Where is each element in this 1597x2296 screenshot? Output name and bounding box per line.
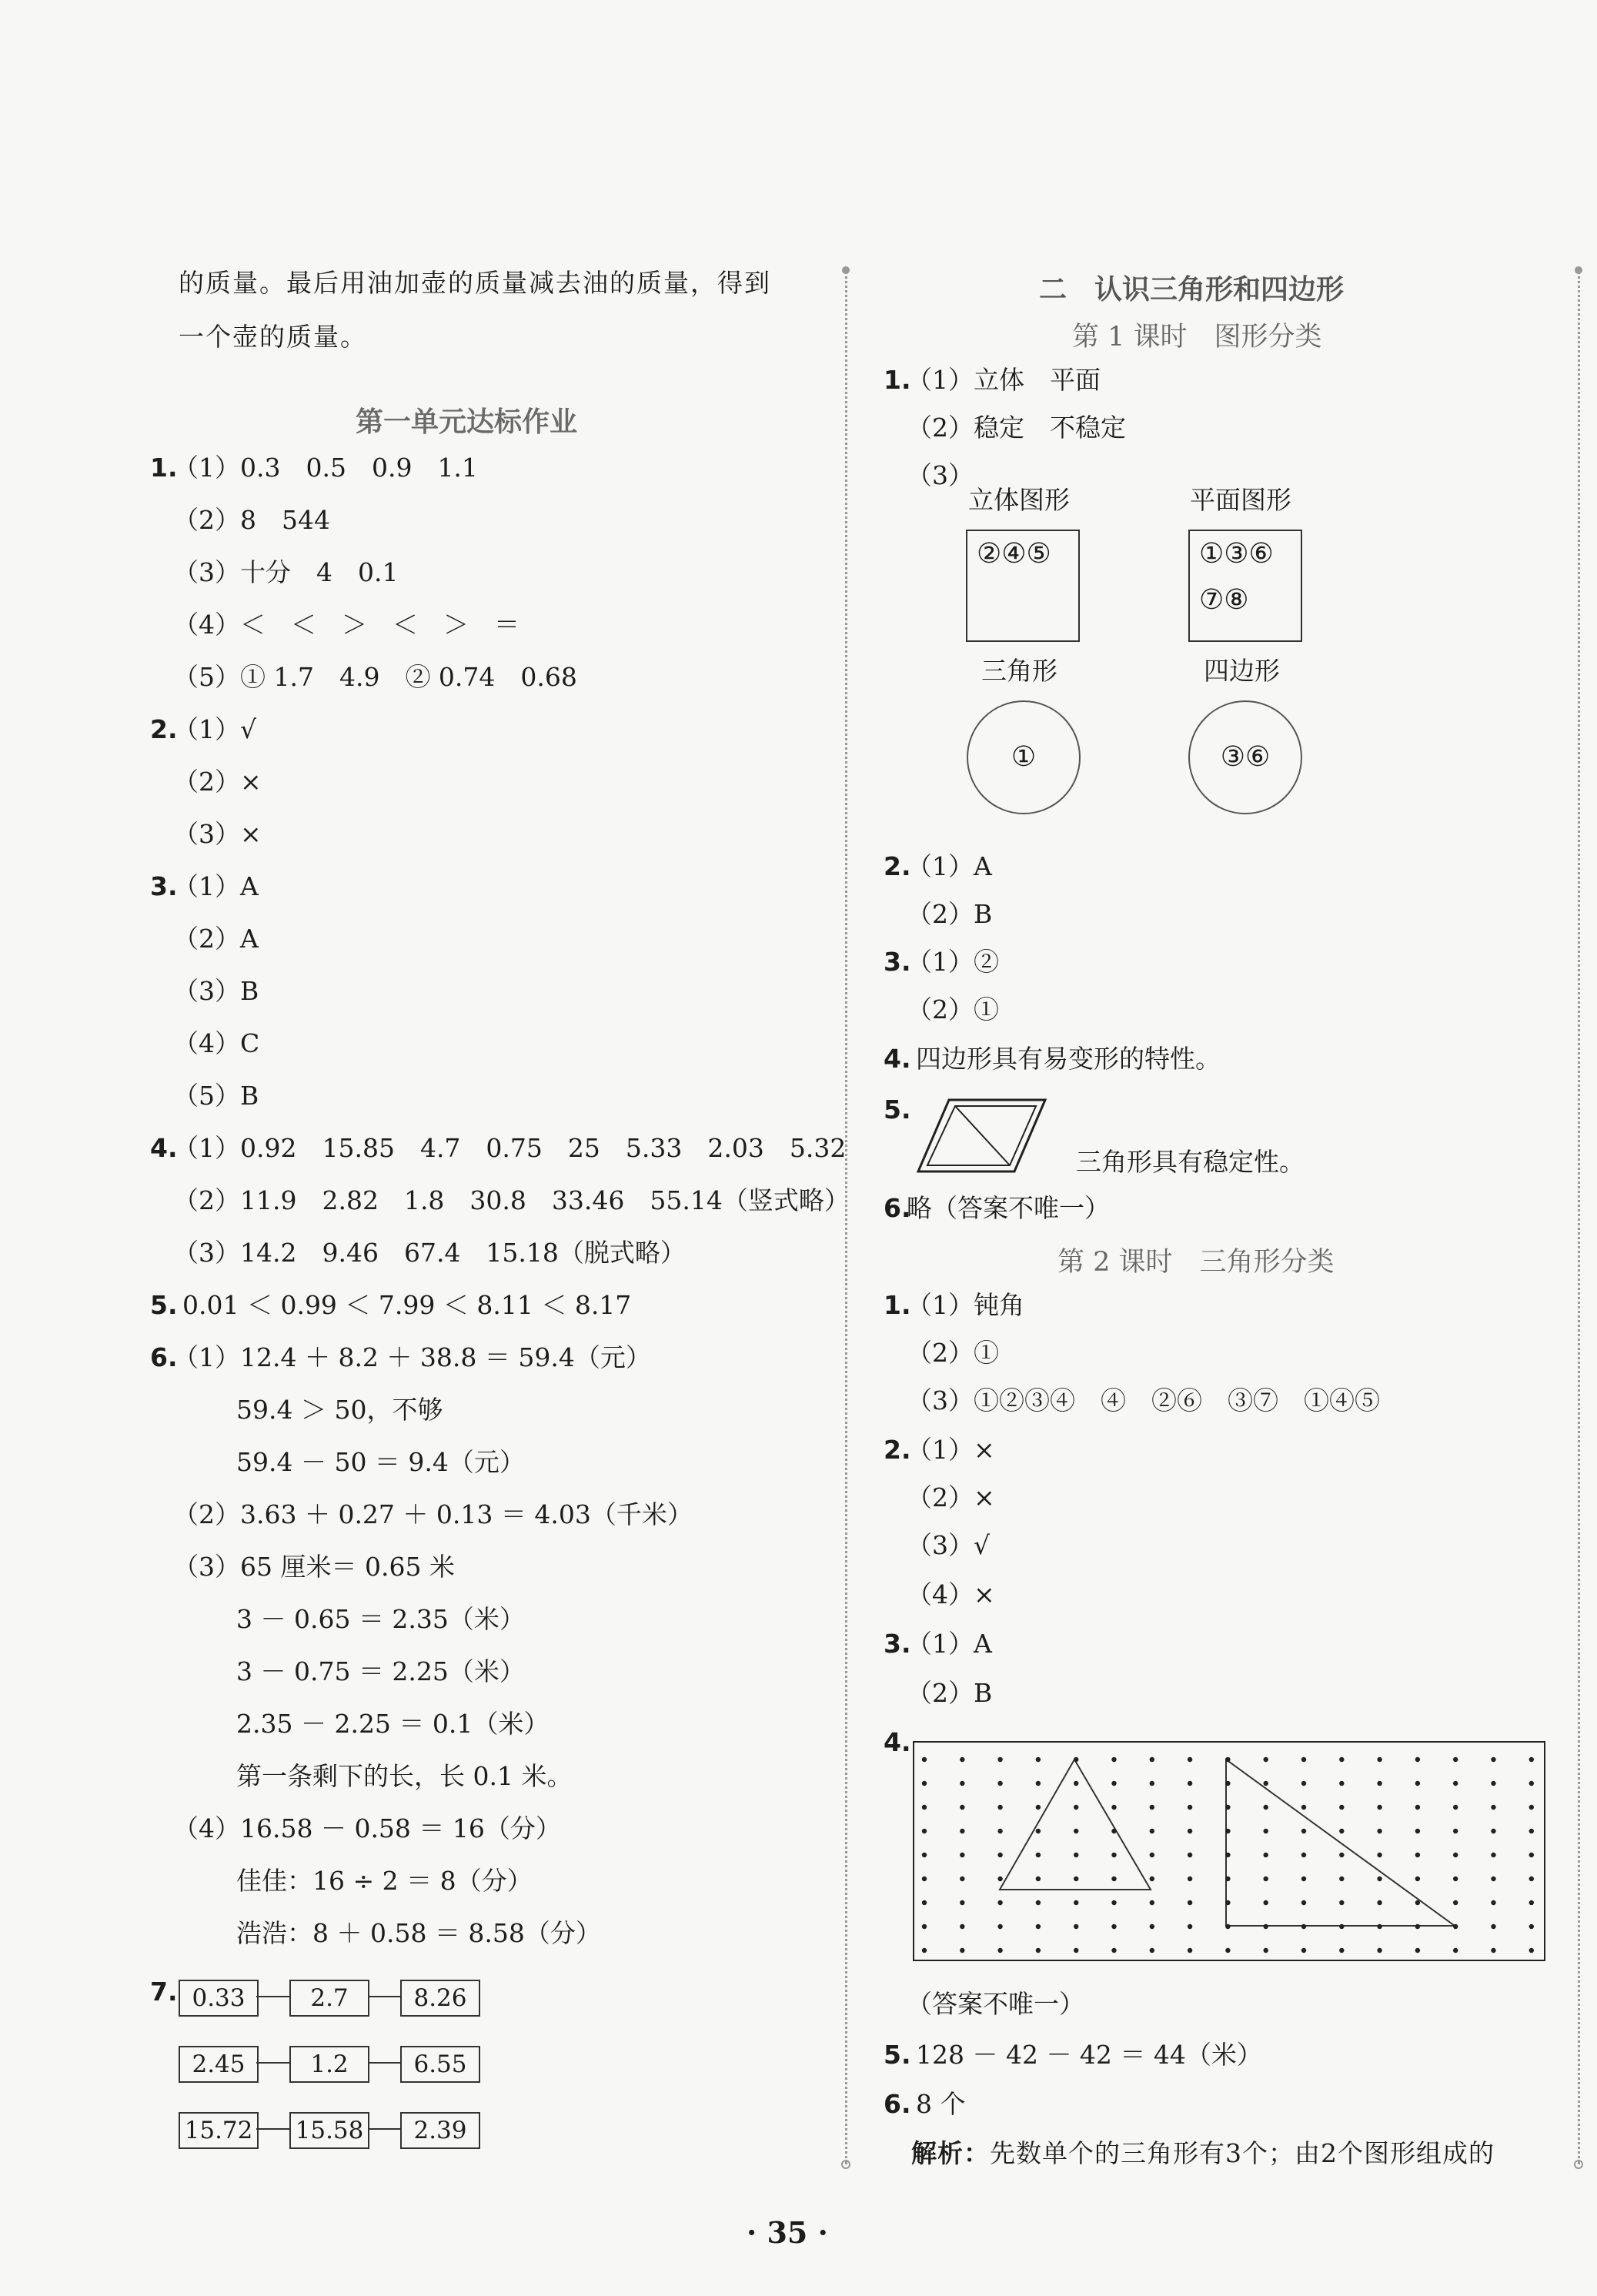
grid-dot bbox=[1529, 1900, 1534, 1905]
set-members: ⑦⑧ bbox=[1199, 584, 1249, 616]
grid-dot bbox=[997, 1757, 1002, 1762]
grid-dot bbox=[1415, 1948, 1420, 1953]
grid-dot bbox=[1188, 1853, 1192, 1857]
grid-dot bbox=[997, 1829, 1002, 1833]
chain-box: 1.2 bbox=[289, 2046, 369, 2083]
grid-dot bbox=[1225, 1829, 1230, 1833]
answer-line: （2）① bbox=[907, 1338, 999, 1368]
grid-dot bbox=[1225, 1853, 1230, 1857]
question-number: 2. bbox=[884, 1435, 911, 1465]
intro-line: 一个壶的质量。 bbox=[179, 322, 367, 352]
grid-dot bbox=[1415, 1805, 1420, 1810]
column-divider-right bbox=[1578, 271, 1580, 2164]
grid-dot bbox=[1491, 1829, 1495, 1833]
grid-dot bbox=[1301, 1805, 1306, 1810]
grid-dot bbox=[1301, 1757, 1306, 1762]
question-number: 6. bbox=[884, 1193, 911, 1223]
answer-line: （2）B bbox=[907, 1678, 993, 1708]
grid-dot bbox=[1264, 1877, 1268, 1881]
analysis-label: 解析： bbox=[911, 2138, 990, 2168]
chain-box: 15.72 bbox=[179, 2112, 259, 2149]
question-number: 2. bbox=[884, 851, 911, 881]
grid-dot bbox=[960, 1781, 964, 1786]
grid-dot bbox=[1264, 1900, 1268, 1905]
answer-line: 128 － 42 － 42 ＝ 44（米） bbox=[916, 2040, 1262, 2070]
grid-dot bbox=[1301, 1781, 1306, 1786]
grid-dot bbox=[1074, 1948, 1078, 1953]
question-number: 4. bbox=[884, 1727, 911, 1757]
grid-dot bbox=[1264, 1757, 1268, 1762]
grid-dot bbox=[1301, 1853, 1306, 1857]
intro-line: 的质量。最后用油加壶的质量减去油的质量，得到 bbox=[179, 268, 771, 298]
answer-line: （2）B bbox=[907, 899, 993, 929]
set-label: 三角形 bbox=[981, 656, 1057, 686]
grid-dot bbox=[997, 1853, 1002, 1857]
answer-line: （3）× bbox=[173, 819, 262, 849]
answer-line: 3 － 0.75 ＝ 2.25（米） bbox=[236, 1656, 525, 1686]
analysis-line bbox=[911, 2138, 1495, 2169]
grid-dot bbox=[1453, 1781, 1458, 1786]
set-label: 四边形 bbox=[1204, 656, 1280, 686]
question-number: 1. bbox=[150, 453, 178, 483]
grid-dot bbox=[1036, 1924, 1041, 1929]
chain-box: 8.26 bbox=[400, 1980, 480, 2017]
grid-dot bbox=[922, 1900, 927, 1905]
grid-dot bbox=[1453, 1877, 1458, 1881]
set-members: ①③⑥ bbox=[1199, 538, 1274, 570]
grid-dot bbox=[1491, 1781, 1495, 1786]
grid-dot bbox=[1111, 1948, 1116, 1953]
answer-line: （1）12.4 ＋ 8.2 ＋ 38.8 ＝ 59.4（元） bbox=[173, 1342, 651, 1372]
grid-dot bbox=[1377, 1781, 1382, 1786]
grid-dot bbox=[1225, 1781, 1230, 1786]
grid-dot bbox=[1150, 1757, 1154, 1762]
grid-dot bbox=[1188, 1924, 1192, 1929]
grid-dot bbox=[1529, 1829, 1534, 1833]
answer-line: （3）14.2 9.46 67.4 15.18（脱式略） bbox=[173, 1238, 686, 1268]
grid-dot bbox=[1529, 1805, 1534, 1810]
grid-dot bbox=[1491, 1853, 1495, 1857]
grid-dot bbox=[1074, 1805, 1078, 1810]
grid-dot bbox=[1377, 1757, 1382, 1762]
answer-line: 0.01 ＜ 0.99 ＜ 7.99 ＜ 8.11 ＜ 8.17 bbox=[182, 1290, 632, 1320]
question-number: 6. bbox=[884, 2089, 911, 2119]
answer-line: （2）3.63 ＋ 0.27 ＋ 0.13 ＝ 4.03（千米） bbox=[173, 1499, 693, 1529]
grid-dot bbox=[1415, 1900, 1420, 1905]
grid-dot bbox=[1111, 1757, 1116, 1762]
answer-line: （2）稳定 不稳定 bbox=[907, 413, 1126, 443]
grid-dot bbox=[1150, 1781, 1154, 1786]
grid-dot bbox=[1339, 1924, 1344, 1929]
question-number: 3. bbox=[884, 947, 911, 977]
grid-dot bbox=[1036, 1900, 1041, 1905]
divider-end-dot bbox=[1574, 2160, 1583, 2169]
grid-dot bbox=[1036, 1877, 1041, 1881]
grid-dot bbox=[1188, 1781, 1192, 1786]
answer-line: 8 个 bbox=[916, 2089, 966, 2119]
chain-box: 2.7 bbox=[289, 1980, 369, 2017]
grid-dot bbox=[1036, 1757, 1041, 1762]
grid-dot bbox=[1150, 1948, 1154, 1953]
grid-dot bbox=[1111, 1877, 1116, 1881]
grid-dot bbox=[1111, 1900, 1116, 1905]
grid-dot bbox=[1377, 1829, 1382, 1833]
grid-dot bbox=[1529, 1948, 1534, 1953]
answer-line: 浩浩：8 ＋ 0.58 ＝ 8.58（分） bbox=[236, 1918, 601, 1948]
grid-dot bbox=[1036, 1829, 1041, 1833]
grid-dot bbox=[1453, 1948, 1458, 1953]
grid-dot bbox=[1529, 1877, 1534, 1881]
question-number: 5. bbox=[150, 1290, 178, 1320]
grid-dot bbox=[997, 1948, 1002, 1953]
grid-dot bbox=[1377, 1805, 1382, 1810]
answer-line: （3）①②③④ ④ ②⑥ ③⑦ ①④⑤ bbox=[907, 1385, 1380, 1415]
answer-line: （4）＜ ＜ ＞ ＜ ＞ ＝ bbox=[173, 610, 520, 640]
grid-dot bbox=[922, 1781, 927, 1786]
grid-dot bbox=[922, 1805, 927, 1810]
plane-shapes-box bbox=[1188, 530, 1302, 642]
grid-dot bbox=[1264, 1805, 1268, 1810]
grid-dot bbox=[1415, 1853, 1420, 1857]
grid-dot bbox=[1339, 1805, 1344, 1810]
grid-dot bbox=[1453, 1805, 1458, 1810]
grid-dot bbox=[1301, 1829, 1306, 1833]
chain-box: 0.33 bbox=[179, 1980, 259, 2017]
grid-dot bbox=[1188, 1948, 1192, 1953]
answer-line: （3）√ bbox=[907, 1530, 991, 1560]
grid-dot bbox=[1150, 1853, 1154, 1857]
grid-dot bbox=[1111, 1853, 1116, 1857]
grid-dot bbox=[1453, 1853, 1458, 1857]
chapter-heading: 二 认识三角形和四边形 bbox=[1039, 274, 1345, 306]
answer-line: （3）十分 4 0.1 bbox=[173, 557, 399, 587]
grid-dot bbox=[960, 1805, 964, 1810]
grid-dot bbox=[1529, 1853, 1534, 1857]
answer-line: 2.35 － 2.25 ＝ 0.1（米） bbox=[236, 1709, 550, 1739]
grid-dot bbox=[1339, 1877, 1344, 1881]
grid-dot bbox=[1491, 1924, 1495, 1929]
grid-dot bbox=[922, 1757, 927, 1762]
grid-dot bbox=[1264, 1924, 1268, 1929]
dot-grid-figure bbox=[913, 1741, 1545, 1961]
grid-dot bbox=[997, 1805, 1002, 1810]
question-number: 7. bbox=[150, 1977, 178, 2007]
divider-end-dot bbox=[842, 266, 850, 274]
grid-dot bbox=[1074, 1900, 1078, 1905]
grid-dot bbox=[1074, 1781, 1078, 1786]
grid-dot bbox=[1491, 1805, 1495, 1810]
grid-dot bbox=[1529, 1924, 1534, 1929]
grid-dot bbox=[960, 1948, 964, 1953]
grid-dot bbox=[997, 1900, 1002, 1905]
parallelogram-figure bbox=[914, 1096, 1053, 1176]
grid-dot bbox=[922, 1948, 927, 1953]
grid-dot bbox=[1415, 1829, 1420, 1833]
triangle-set-circle bbox=[967, 700, 1081, 814]
question-number: 4. bbox=[884, 1044, 911, 1074]
question-number: 3. bbox=[884, 1629, 911, 1659]
grid-dot bbox=[1111, 1924, 1116, 1929]
grid-dot bbox=[1301, 1900, 1306, 1905]
grid-dot bbox=[1150, 1805, 1154, 1810]
grid-dot bbox=[1491, 1877, 1495, 1881]
answer-line: （1）A bbox=[907, 1629, 992, 1659]
grid-dot bbox=[1036, 1948, 1041, 1953]
answer-line: （2）8 544 bbox=[173, 505, 330, 535]
grid-dot bbox=[922, 1924, 927, 1929]
answer-line: （1）立体 平面 bbox=[907, 365, 1101, 395]
divider-end-dot bbox=[1575, 266, 1582, 274]
lesson-heading: 第 2 课时 三角形分类 bbox=[1057, 1247, 1335, 1278]
grid-dot bbox=[1225, 1924, 1230, 1929]
answer-line: （2）A bbox=[173, 924, 259, 954]
grid-dot bbox=[1264, 1781, 1268, 1786]
grid-dot bbox=[1074, 1757, 1078, 1762]
grid-dot bbox=[922, 1853, 927, 1857]
answer-line: 59.4 ＞ 50，不够 bbox=[236, 1395, 443, 1425]
question-number: 1. bbox=[884, 365, 911, 395]
grid-dot bbox=[1339, 1948, 1344, 1953]
quadrilateral-set-circle bbox=[1188, 700, 1302, 814]
grid-dot bbox=[960, 1853, 964, 1857]
grid-dot bbox=[1301, 1924, 1306, 1929]
grid-dot bbox=[1225, 1948, 1230, 1953]
grid-dot bbox=[1339, 1781, 1344, 1786]
grid-dot bbox=[1036, 1853, 1041, 1857]
answer-line: （4）16.58 － 0.58 ＝ 16（分） bbox=[173, 1813, 561, 1843]
grid-dot bbox=[1036, 1781, 1041, 1786]
grid-dot bbox=[1415, 1877, 1420, 1881]
grid-dot bbox=[1377, 1948, 1382, 1953]
answer-line: （1）钝角 bbox=[907, 1290, 1024, 1320]
grid-dot bbox=[1377, 1924, 1382, 1929]
grid-dot bbox=[1188, 1877, 1192, 1881]
question-number: 6. bbox=[150, 1342, 178, 1372]
answer-line: （3） bbox=[907, 460, 974, 490]
grid-dot bbox=[1415, 1781, 1420, 1786]
answer-line: （1）0.92 15.85 4.7 0.75 25 5.33 2.03 5.32 bbox=[173, 1133, 847, 1163]
answer-line: 第一条剩下的长，长 0.1 米。 bbox=[236, 1761, 573, 1791]
page-number: · 35 · bbox=[747, 2215, 828, 2250]
grid-dot bbox=[1491, 1900, 1495, 1905]
column-divider bbox=[845, 271, 847, 2164]
answer-line: 略（答案不唯一） bbox=[907, 1193, 1110, 1223]
grid-dot bbox=[1301, 1948, 1306, 1953]
grid-dot bbox=[960, 1900, 964, 1905]
grid-dot bbox=[1150, 1900, 1154, 1905]
grid-dot bbox=[1415, 1757, 1420, 1762]
answer-line: （2）① bbox=[907, 994, 999, 1024]
lesson-heading: 第 1 课时 图形分类 bbox=[1072, 322, 1322, 353]
grid-dot bbox=[1264, 1829, 1268, 1833]
grid-dot bbox=[1074, 1853, 1078, 1857]
grid-dot bbox=[1074, 1924, 1078, 1929]
grid-dot bbox=[1225, 1900, 1230, 1905]
answer-line: （5）① 1.7 4.9 ② 0.74 0.68 bbox=[173, 662, 577, 692]
grid-dot bbox=[1111, 1781, 1116, 1786]
question-number: 1. bbox=[884, 1290, 911, 1320]
grid-dot bbox=[1225, 1805, 1230, 1810]
grid-dot bbox=[1339, 1757, 1344, 1762]
set-members: ②④⑤ bbox=[977, 538, 1051, 570]
answer-line: 3 － 0.65 ＝ 2.35（米） bbox=[236, 1604, 525, 1634]
question-number: 4. bbox=[150, 1133, 178, 1163]
answer-line: （5）B bbox=[173, 1081, 259, 1111]
answer-line: （2）11.9 2.82 1.8 30.8 33.46 55.14（竖式略） bbox=[173, 1185, 850, 1215]
analysis-text: 先数单个的三角形有3个；由2个图形组成的 bbox=[990, 2138, 1495, 2168]
solid-shapes-box bbox=[966, 530, 1080, 642]
grid-dot bbox=[1188, 1900, 1192, 1905]
grid-dot bbox=[1074, 1829, 1078, 1833]
grid-dot bbox=[1150, 1829, 1154, 1833]
grid-dot bbox=[1150, 1924, 1154, 1929]
grid-dot bbox=[1377, 1900, 1382, 1905]
answer-line: （2）× bbox=[907, 1482, 995, 1512]
grid-dot bbox=[1188, 1829, 1192, 1833]
chain-box: 6.55 bbox=[400, 2046, 480, 2083]
question-number: 2. bbox=[150, 714, 178, 744]
grid-dot bbox=[1529, 1757, 1534, 1762]
grid-dot bbox=[1415, 1924, 1420, 1929]
grid-dot bbox=[1453, 1924, 1458, 1929]
section-heading: 第一单元达标作业 bbox=[356, 406, 578, 438]
grid-dot bbox=[1377, 1853, 1382, 1857]
question-number: 5. bbox=[884, 2040, 911, 2070]
question-number: 5. bbox=[884, 1095, 911, 1125]
grid-dot bbox=[1225, 1757, 1230, 1762]
answer-line: （4）C bbox=[173, 1028, 260, 1058]
grid-dot bbox=[1111, 1805, 1116, 1810]
grid-dot bbox=[1264, 1948, 1268, 1953]
grid-dot bbox=[1036, 1805, 1041, 1810]
answer-line: 佳佳：16 ÷ 2 ＝ 8（分） bbox=[236, 1866, 533, 1896]
grid-dot bbox=[960, 1924, 964, 1929]
grid-dot bbox=[1529, 1781, 1534, 1786]
answer-line: （1）√ bbox=[173, 714, 257, 744]
grid-dot bbox=[1301, 1877, 1306, 1881]
grid-dot bbox=[1074, 1877, 1078, 1881]
grid-dot bbox=[1377, 1877, 1382, 1881]
divider-end-dot bbox=[841, 2160, 850, 2169]
grid-dot bbox=[960, 1757, 964, 1762]
chain-box: 2.39 bbox=[400, 2112, 480, 2149]
answer-line: 三角形具有稳定性。 bbox=[1076, 1147, 1305, 1177]
set-label: 平面图形 bbox=[1190, 485, 1291, 515]
grid-dot bbox=[1453, 1900, 1458, 1905]
answer-line: （1）× bbox=[907, 1435, 995, 1465]
set-members: ③⑥ bbox=[1220, 741, 1271, 773]
grid-dot bbox=[1188, 1805, 1192, 1810]
chain-box: 15.58 bbox=[289, 2112, 369, 2149]
grid-dot bbox=[1453, 1757, 1458, 1762]
answer-line: （2）× bbox=[173, 767, 262, 797]
grid-dot bbox=[997, 1877, 1002, 1881]
chain-box: 2.45 bbox=[179, 2046, 259, 2083]
grid-dot bbox=[997, 1781, 1002, 1786]
grid-dot bbox=[922, 1877, 927, 1881]
answer-line: （4）× bbox=[907, 1579, 995, 1609]
answer-line: （1）A bbox=[907, 851, 992, 881]
grid-dot bbox=[997, 1924, 1002, 1929]
answer-note: （答案不唯一） bbox=[907, 1989, 1084, 2019]
grid-dot bbox=[1150, 1877, 1154, 1881]
grid-dot bbox=[1491, 1757, 1495, 1762]
grid-dot bbox=[1491, 1948, 1495, 1953]
answer-line: （3）B bbox=[173, 976, 259, 1006]
grid-dot bbox=[922, 1829, 927, 1833]
grid-dot bbox=[1339, 1853, 1344, 1857]
grid-dot bbox=[1264, 1853, 1268, 1857]
grid-dot bbox=[960, 1829, 964, 1833]
grid-dot bbox=[960, 1877, 964, 1881]
grid-dot bbox=[1339, 1829, 1344, 1833]
grid-dot bbox=[1111, 1829, 1116, 1833]
answer-line: （3）65 厘米＝ 0.65 米 bbox=[173, 1552, 455, 1582]
grid-dot bbox=[1188, 1757, 1192, 1762]
grid-dot bbox=[1339, 1900, 1344, 1905]
grid-dot bbox=[1225, 1877, 1230, 1881]
answer-line: （1）② bbox=[907, 947, 999, 977]
set-label: 立体图形 bbox=[968, 485, 1070, 515]
question-number: 3. bbox=[150, 871, 178, 901]
answer-line: 四边形具有易变形的特性。 bbox=[916, 1044, 1221, 1074]
set-members: ① bbox=[1011, 741, 1037, 773]
grid-dot bbox=[1453, 1829, 1458, 1833]
answer-line: （1）0.3 0.5 0.9 1.1 bbox=[173, 453, 478, 483]
answer-line: （1）A bbox=[173, 871, 259, 901]
answer-line: 59.4 － 50 ＝ 9.4（元） bbox=[236, 1447, 525, 1477]
